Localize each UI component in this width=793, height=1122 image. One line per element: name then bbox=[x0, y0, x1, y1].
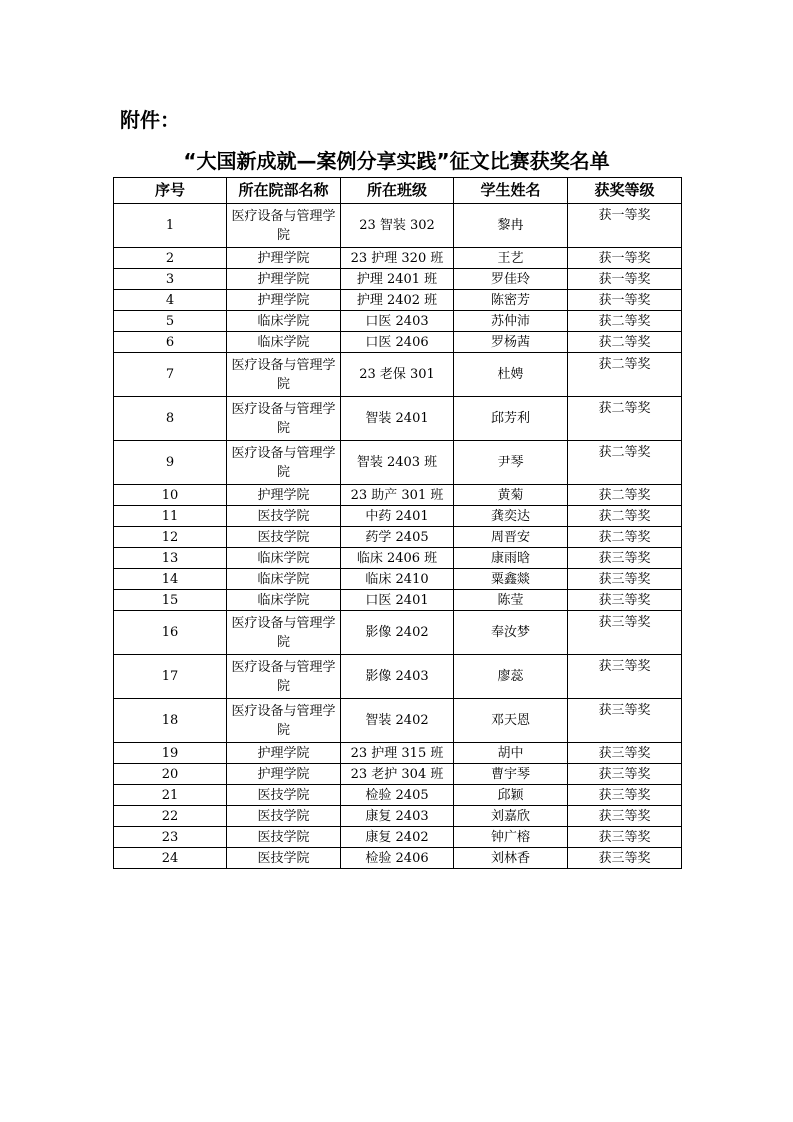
cell-award: 获二等奖 bbox=[568, 506, 682, 527]
cell-name: 粟鑫燚 bbox=[454, 569, 568, 590]
cell-college: 临床学院 bbox=[227, 548, 341, 569]
cell-award: 获二等奖 bbox=[568, 441, 682, 485]
cell-name: 廖蕊 bbox=[454, 655, 568, 699]
cell-award: 获一等奖 bbox=[568, 248, 682, 269]
table-row bbox=[114, 527, 682, 548]
cell-no: 14 bbox=[114, 569, 227, 590]
table-row bbox=[114, 248, 682, 269]
cell-award: 获二等奖 bbox=[568, 332, 682, 353]
cell-name: 陈密芳 bbox=[454, 290, 568, 311]
cell-college: 医疗设备与管理学院 bbox=[227, 397, 341, 441]
cell-college: 医疗设备与管理学院 bbox=[227, 655, 341, 699]
cell-no: 21 bbox=[114, 785, 227, 806]
cell-name: 邓天恩 bbox=[454, 699, 568, 743]
table-row bbox=[114, 655, 682, 699]
cell-college: 临床学院 bbox=[227, 590, 341, 611]
table-row bbox=[114, 590, 682, 611]
cell-college: 医技学院 bbox=[227, 506, 341, 527]
header-college: 所在院部名称 bbox=[227, 178, 341, 204]
award-table-body bbox=[114, 204, 682, 869]
table-row bbox=[114, 848, 682, 869]
cell-class: 影像 2402 bbox=[341, 611, 454, 655]
cell-college: 医疗设备与管理学院 bbox=[227, 441, 341, 485]
cell-college: 医疗设备与管理学院 bbox=[227, 699, 341, 743]
cell-name: 康雨晗 bbox=[454, 548, 568, 569]
cell-award: 获三等奖 bbox=[568, 569, 682, 590]
cell-class: 智装 2402 bbox=[341, 699, 454, 743]
cell-no: 23 bbox=[114, 827, 227, 848]
cell-class: 护理 2402 班 bbox=[341, 290, 454, 311]
cell-name: 陈莹 bbox=[454, 590, 568, 611]
cell-award: 获一等奖 bbox=[568, 290, 682, 311]
cell-college: 医技学院 bbox=[227, 527, 341, 548]
cell-no: 13 bbox=[114, 548, 227, 569]
cell-college: 医疗设备与管理学院 bbox=[227, 353, 341, 397]
cell-no: 3 bbox=[114, 269, 227, 290]
cell-class: 口医 2406 bbox=[341, 332, 454, 353]
cell-name: 黄菊 bbox=[454, 485, 568, 506]
cell-name: 邱芳利 bbox=[454, 397, 568, 441]
cell-no: 8 bbox=[114, 397, 227, 441]
cell-no: 12 bbox=[114, 527, 227, 548]
cell-name: 杜娉 bbox=[454, 353, 568, 397]
cell-no: 17 bbox=[114, 655, 227, 699]
cell-award: 获三等奖 bbox=[568, 699, 682, 743]
cell-class: 智装 2403 班 bbox=[341, 441, 454, 485]
cell-college: 护理学院 bbox=[227, 269, 341, 290]
table-row bbox=[114, 827, 682, 848]
cell-name: 邱颖 bbox=[454, 785, 568, 806]
cell-name: 罗佳玲 bbox=[454, 269, 568, 290]
cell-college: 护理学院 bbox=[227, 290, 341, 311]
cell-award: 获三等奖 bbox=[568, 848, 682, 869]
cell-college: 临床学院 bbox=[227, 311, 341, 332]
cell-class: 检验 2406 bbox=[341, 848, 454, 869]
table-row bbox=[114, 290, 682, 311]
attachment-label: 附件： bbox=[120, 108, 180, 132]
table-row bbox=[114, 397, 682, 441]
cell-award: 获三等奖 bbox=[568, 548, 682, 569]
cell-class: 康复 2402 bbox=[341, 827, 454, 848]
cell-class: 23 护理 315 班 bbox=[341, 743, 454, 764]
cell-class: 23 智装 302 bbox=[341, 204, 454, 248]
cell-college: 护理学院 bbox=[227, 764, 341, 785]
cell-college: 医疗设备与管理学院 bbox=[227, 204, 341, 248]
cell-no: 7 bbox=[114, 353, 227, 397]
table-row bbox=[114, 785, 682, 806]
award-table bbox=[113, 177, 682, 869]
cell-award: 获三等奖 bbox=[568, 743, 682, 764]
table-row bbox=[114, 353, 682, 397]
cell-award: 获一等奖 bbox=[568, 204, 682, 248]
cell-no: 5 bbox=[114, 311, 227, 332]
cell-no: 19 bbox=[114, 743, 227, 764]
cell-name: 胡中 bbox=[454, 743, 568, 764]
cell-class: 23 护理 320 班 bbox=[341, 248, 454, 269]
cell-name: 曹宇琴 bbox=[454, 764, 568, 785]
cell-no: 15 bbox=[114, 590, 227, 611]
cell-name: 奉汝梦 bbox=[454, 611, 568, 655]
cell-college: 医技学院 bbox=[227, 848, 341, 869]
cell-class: 23 助产 301 班 bbox=[341, 485, 454, 506]
table-row bbox=[114, 506, 682, 527]
table-row bbox=[114, 204, 682, 248]
cell-class: 检验 2405 bbox=[341, 785, 454, 806]
table-row bbox=[114, 611, 682, 655]
table-row bbox=[114, 743, 682, 764]
cell-name: 王艺 bbox=[454, 248, 568, 269]
cell-class: 口医 2403 bbox=[341, 311, 454, 332]
cell-class: 智装 2401 bbox=[341, 397, 454, 441]
cell-college: 临床学院 bbox=[227, 332, 341, 353]
table-row bbox=[114, 269, 682, 290]
cell-class: 康复 2403 bbox=[341, 806, 454, 827]
cell-no: 16 bbox=[114, 611, 227, 655]
cell-college: 医技学院 bbox=[227, 806, 341, 827]
cell-award: 获三等奖 bbox=[568, 611, 682, 655]
table-row bbox=[114, 441, 682, 485]
cell-class: 影像 2403 bbox=[341, 655, 454, 699]
table-row bbox=[114, 806, 682, 827]
cell-name: 刘林香 bbox=[454, 848, 568, 869]
cell-college: 护理学院 bbox=[227, 248, 341, 269]
document-title: “大国新成就—案例分享实践”征文比赛获奖名单 bbox=[183, 149, 610, 173]
cell-class: 23 老保 301 bbox=[341, 353, 454, 397]
cell-no: 4 bbox=[114, 290, 227, 311]
table-row bbox=[114, 764, 682, 785]
cell-no: 1 bbox=[114, 204, 227, 248]
cell-college: 临床学院 bbox=[227, 569, 341, 590]
cell-no: 6 bbox=[114, 332, 227, 353]
cell-award: 获三等奖 bbox=[568, 785, 682, 806]
cell-no: 10 bbox=[114, 485, 227, 506]
cell-award: 获一等奖 bbox=[568, 269, 682, 290]
cell-no: 11 bbox=[114, 506, 227, 527]
cell-award: 获三等奖 bbox=[568, 590, 682, 611]
header-award: 获奖等级 bbox=[568, 178, 682, 204]
cell-class: 护理 2401 班 bbox=[341, 269, 454, 290]
cell-name: 钟广榕 bbox=[454, 827, 568, 848]
cell-name: 黎冉 bbox=[454, 204, 568, 248]
cell-name: 苏仲沛 bbox=[454, 311, 568, 332]
cell-college: 医技学院 bbox=[227, 785, 341, 806]
cell-class: 药学 2405 bbox=[341, 527, 454, 548]
cell-award: 获二等奖 bbox=[568, 485, 682, 506]
cell-class: 临床 2410 bbox=[341, 569, 454, 590]
cell-no: 20 bbox=[114, 764, 227, 785]
header-class: 所在班级 bbox=[341, 178, 454, 204]
table-row bbox=[114, 332, 682, 353]
table-row bbox=[114, 569, 682, 590]
cell-award: 获二等奖 bbox=[568, 527, 682, 548]
cell-college: 医疗设备与管理学院 bbox=[227, 611, 341, 655]
cell-award: 获二等奖 bbox=[568, 397, 682, 441]
cell-college: 医技学院 bbox=[227, 827, 341, 848]
cell-name: 罗杨茜 bbox=[454, 332, 568, 353]
cell-award: 获二等奖 bbox=[568, 311, 682, 332]
cell-name: 尹琴 bbox=[454, 441, 568, 485]
header-no: 序号 bbox=[114, 178, 227, 204]
cell-award: 获三等奖 bbox=[568, 827, 682, 848]
cell-no: 24 bbox=[114, 848, 227, 869]
cell-award: 获三等奖 bbox=[568, 764, 682, 785]
cell-name: 龚奕达 bbox=[454, 506, 568, 527]
cell-award: 获二等奖 bbox=[568, 353, 682, 397]
cell-award: 获三等奖 bbox=[568, 655, 682, 699]
table-row bbox=[114, 699, 682, 743]
table-row bbox=[114, 548, 682, 569]
cell-class: 临床 2406 班 bbox=[341, 548, 454, 569]
cell-no: 9 bbox=[114, 441, 227, 485]
cell-no: 2 bbox=[114, 248, 227, 269]
cell-class: 口医 2401 bbox=[341, 590, 454, 611]
cell-name: 周晋安 bbox=[454, 527, 568, 548]
cell-no: 22 bbox=[114, 806, 227, 827]
cell-class: 中药 2401 bbox=[341, 506, 454, 527]
header-name: 学生姓名 bbox=[454, 178, 568, 204]
cell-class: 23 老护 304 班 bbox=[341, 764, 454, 785]
table-row bbox=[114, 311, 682, 332]
cell-college: 护理学院 bbox=[227, 743, 341, 764]
cell-award: 获三等奖 bbox=[568, 806, 682, 827]
table-row bbox=[114, 485, 682, 506]
cell-no: 18 bbox=[114, 699, 227, 743]
cell-name: 刘嘉欣 bbox=[454, 806, 568, 827]
cell-college: 护理学院 bbox=[227, 485, 341, 506]
header-row bbox=[114, 178, 682, 204]
